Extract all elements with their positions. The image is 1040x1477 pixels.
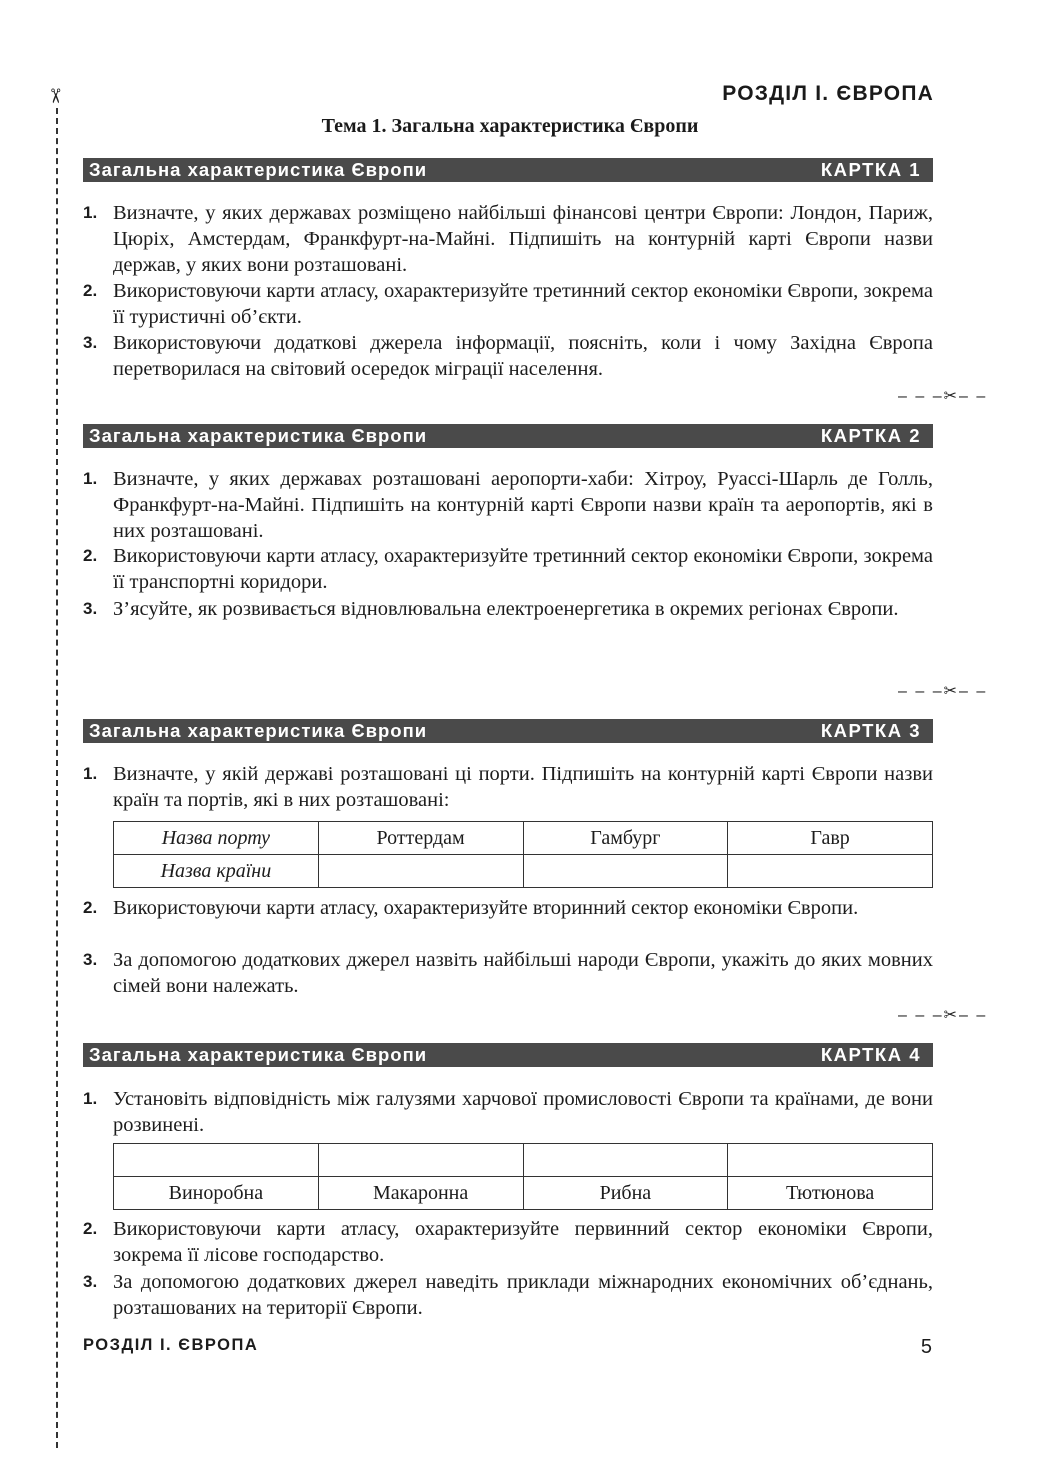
- card-2-task-2: [83, 543, 933, 595]
- task-text: Використовуючи карти атласу, охарактеризуйте третинний сектор економіки Європи, зокрема її туристичні об’єкти.: [113, 280, 933, 328]
- table-row-label: Назва країни: [114, 855, 319, 888]
- task-number: 3.: [83, 333, 98, 352]
- task-number: 1.: [83, 764, 98, 783]
- cut-marker: – – –✂– –: [898, 683, 988, 700]
- task-number: 3.: [83, 599, 98, 618]
- task-number: 2.: [83, 1219, 98, 1238]
- task-number: 3.: [83, 1272, 98, 1291]
- task-text: За допомогою додаткових джерел назвіть найбільші народи Європи, укажіть до яких мовних сімей вони належать.: [113, 949, 933, 997]
- card-title: Загальна характеристика Європи: [89, 425, 428, 446]
- table-cell-empty[interactable]: [523, 1144, 728, 1177]
- card-4-header: [83, 1043, 933, 1067]
- task-number: 1.: [83, 469, 98, 488]
- table-row-label: Назва порту: [114, 822, 319, 855]
- table-cell-industry: Виноробна: [114, 1177, 319, 1210]
- table-cell-port: Роттердам: [318, 822, 523, 855]
- card-4-task-3: [83, 1269, 933, 1321]
- card-2-header: [83, 424, 933, 448]
- card-title: Загальна характеристика Європи: [89, 1044, 428, 1065]
- card-1-task-1: [83, 200, 933, 278]
- card-3-task-1: [83, 761, 933, 813]
- card-1-header: [83, 158, 933, 182]
- card-4-task-1: [83, 1086, 933, 1138]
- task-number: 1.: [83, 203, 98, 222]
- task-number: 1.: [83, 1089, 98, 1108]
- card-3-task-3: [83, 947, 933, 999]
- table-row: [114, 1144, 933, 1177]
- table-cell-port: Гамбург: [523, 822, 728, 855]
- card-label: КАРТКА 1: [820, 159, 921, 180]
- task-text: Використовуючи карти атласу, охарактеризуйте первинний сектор економіки Європи, зокрема її лісове господарство.: [113, 1218, 933, 1266]
- table-cell-empty[interactable]: [523, 855, 728, 888]
- card-2-task-1: [83, 466, 933, 544]
- task-text: За допомогою додаткових джерел наведіть приклади міжнародних економічних об’єднань, розташованих на території Європи.: [113, 1271, 933, 1319]
- card-1-task-2: [83, 278, 933, 330]
- card-3-header: [83, 719, 933, 743]
- cut-marker: – – –✂– –: [898, 388, 988, 405]
- table-cell-empty[interactable]: [318, 1144, 523, 1177]
- table-cell-empty[interactable]: [114, 1144, 319, 1177]
- card-4-task-2: [83, 1216, 933, 1268]
- card-3-task-2: [83, 895, 933, 921]
- cut-marker: – – –✂– –: [898, 1007, 988, 1024]
- table-cell-empty[interactable]: [728, 855, 933, 888]
- task-number: 2.: [83, 546, 98, 565]
- task-text: Використовуючи карти атласу, охарактеризуйте третинний сектор економіки Європи, зокрема її транспортні коридори.: [113, 545, 933, 593]
- table-cell-empty[interactable]: [728, 1144, 933, 1177]
- cut-line: [56, 108, 58, 1448]
- table-row: [114, 855, 933, 888]
- ports-table: [113, 821, 933, 888]
- topic-title: Тема 1. Загальна характеристика Європи: [321, 115, 699, 137]
- task-text: З’ясуйте, як розвивається відновлювальна електроенергетика в окремих регіонах Європи.: [113, 598, 899, 620]
- task-number: 3.: [83, 950, 98, 969]
- industry-table: [113, 1143, 933, 1210]
- task-number: 2.: [83, 898, 98, 917]
- task-text: Використовуючи додаткові джерела інформації, поясніть, коли і чому Західна Європа перетворилася на світовий осередок міграції населення.: [113, 332, 933, 380]
- footer-section-title: РОЗДІЛ І. ЄВРОПА: [83, 1336, 259, 1354]
- table-cell-industry: Макаронна: [318, 1177, 523, 1210]
- table-cell-industry: Рибна: [523, 1177, 728, 1210]
- table-row: [114, 1177, 933, 1210]
- card-title: Загальна характеристика Європи: [89, 720, 428, 741]
- card-label: КАРТКА 3: [820, 720, 921, 741]
- task-number: 2.: [83, 281, 98, 300]
- task-text: Використовуючи карти атласу, охарактеризуйте вторинний сектор економіки Європи.: [113, 897, 859, 919]
- card-label: КАРТКА 4: [820, 1044, 921, 1065]
- section-title: РОЗДІЛ І. ЄВРОПА: [722, 82, 934, 105]
- scissors-icon: ✂: [43, 87, 68, 105]
- table-cell-industry: Тютюнова: [728, 1177, 933, 1210]
- table-row: [114, 822, 933, 855]
- task-text: Визначте, у яких державах розміщено найбільші фінансові центри Європи: Лондон, Париж, Цюріх, Амстердам, Франкфурт-на-Майні. Підпишіть на контурній карті Європи назви держав, у яких вони розташовані.: [113, 202, 933, 276]
- table-cell-empty[interactable]: [318, 855, 523, 888]
- page-number: 5: [920, 1336, 932, 1358]
- card-2-task-3: [83, 596, 933, 622]
- task-text: Визначте, у яких державах розташовані аеропорти-хаби: Хітроу, Руассі-Шарль де Голль, Франкфурт-на-Майні. Підпишіть на контурній карті Європи назви країн та аеропортів, які в них розташовані.: [113, 468, 933, 542]
- task-text: Установіть відповідність між галузями харчової промисловості Європи та країнами, де вони розвинені.: [113, 1088, 933, 1136]
- card-title: Загальна характеристика Європи: [89, 159, 428, 180]
- task-text: Визначте, у якій державі розташовані ці порти. Підпишіть на контурній карті Європи назви країн та портів, які в них розташовані:: [113, 763, 933, 811]
- card-1-task-3: [83, 330, 933, 382]
- table-cell-port: Гавр: [728, 822, 933, 855]
- card-label: КАРТКА 2: [820, 425, 921, 446]
